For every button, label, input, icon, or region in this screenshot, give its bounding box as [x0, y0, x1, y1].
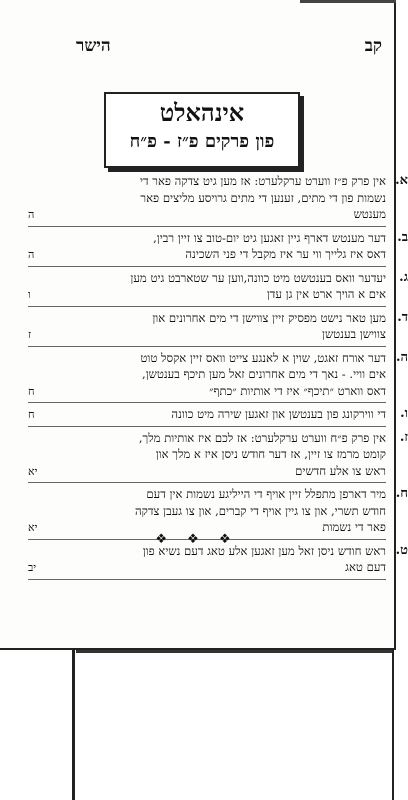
toc-entry[interactable]: [28, 347, 408, 404]
entry-text-line: אים וויי. - נאך די מים אחרונים זאל מען תיכף בענטשן,: [142, 367, 386, 381]
entry-letter: ט.: [395, 542, 408, 558]
entry-text-line: מען טאר נישט מפסיק זיין צווישן די מים אחרונים און: [152, 310, 386, 325]
entry-page-number: יב: [28, 561, 37, 574]
entry-text-line: מיר דארפן מתפלל זיין אויף די הייליגע נשמות אין דעם: [146, 487, 386, 501]
entry-text-line: פאר די נשמות: [322, 520, 386, 534]
entry-text-line: חודש תשרי, און צו גיין אויף די קברים, און צו געבן צדקה: [134, 503, 386, 518]
toc-subtitle: פון פרקים פ״ז - פ״ח: [129, 131, 275, 152]
entry-letter: ג.: [399, 269, 408, 285]
entry-letter: ח.: [395, 486, 408, 501]
entry-text-line: אים א הויך ארט אין גן עדן: [266, 287, 386, 301]
entry-letter: א.: [395, 173, 408, 188]
entry-text-line: ראש חודש ניסן זאל מען זאגען אלע טאג דעם נשיא פון: [142, 543, 386, 558]
entry-letter: ב.: [397, 229, 408, 245]
entry-page-number: יא: [28, 464, 38, 478]
next-page-top-edge: [76, 650, 394, 653]
entry-text-line: די ווירקונג פון בענטשן און זאגען שירה מיט כוונה: [171, 407, 386, 421]
entry-letter: ז.: [399, 429, 408, 445]
entry-page-number: ז: [28, 328, 32, 341]
entry-page-number: ח: [28, 384, 35, 398]
entry-page-number: ח: [28, 408, 35, 421]
entry-letter: ד.: [397, 309, 408, 325]
entry-text-line: נשמות פון די מתים, זענען די מתים גרויסע מליצים פאר: [140, 190, 386, 205]
running-header: [0, 36, 394, 60]
entry-page-number: ה: [28, 248, 35, 261]
entry-text-line: אין פרק פ״ז ווערט ערקלערט: אז מען גיט צדקה פאר די: [139, 174, 386, 188]
entry-text-line: קומט מרמז צו זיין, אז דער חודש ניסן איז א מלך און: [155, 447, 386, 461]
entry-text-line: דעם טאג: [345, 560, 386, 574]
entry-text-line: אין פרק פ״ח ווערט ערקלערט: אז לכם איז אותיות מלך,: [138, 430, 386, 445]
ornament-divider: ❖ ❖ ❖: [155, 532, 239, 547]
page-letter: קב: [364, 36, 382, 56]
entry-text-line: מענטש: [353, 207, 386, 221]
running-title: הישר: [76, 36, 111, 56]
toc-title-box: [104, 92, 300, 168]
toc-entry[interactable]: [28, 267, 408, 307]
entry-text-line: דאס ווארט ״תיכף״ איז די אותיות ״כתף״: [209, 383, 386, 398]
entry-letter: ו.: [400, 406, 408, 421]
toc-entry[interactable]: [28, 227, 408, 267]
toc-entry[interactable]: [28, 307, 408, 347]
entry-page-number: ה: [28, 208, 35, 221]
entry-text-line: יעדער וואס בענטשט מיט כוונה,ווען ער שטארבט גיט מען: [130, 270, 386, 285]
entry-text-line: צווישן בענטשן: [322, 327, 386, 341]
toc-entries: [28, 170, 408, 580]
entry-text-line: דער מענטש דארף גיין זאגען גיט יום-טוב צו זיין רבין,: [153, 230, 386, 245]
entry-page-number: ו: [28, 288, 31, 301]
toc-entry[interactable]: [28, 403, 408, 427]
next-page-right-edge: [392, 648, 394, 800]
entry-text-line: ראש צו אלע חדשים: [295, 463, 386, 478]
toc-entry[interactable]: [28, 427, 408, 484]
entry-text-line: דער אורח זאגט, שוין א לאנגע צייט וואס זיין אקסל טוט: [140, 350, 386, 365]
entry-letter: ה.: [395, 349, 408, 365]
next-page-left-edge: [72, 650, 75, 800]
top-rule: [300, 0, 396, 3]
entry-page-number: יא: [28, 521, 38, 534]
toc-title: אינהאלט: [159, 98, 245, 127]
entry-text-line: דאס איז גלייך ווי ער איז מקבל די פני השכינה: [185, 247, 386, 261]
toc-entry[interactable]: [28, 170, 408, 227]
